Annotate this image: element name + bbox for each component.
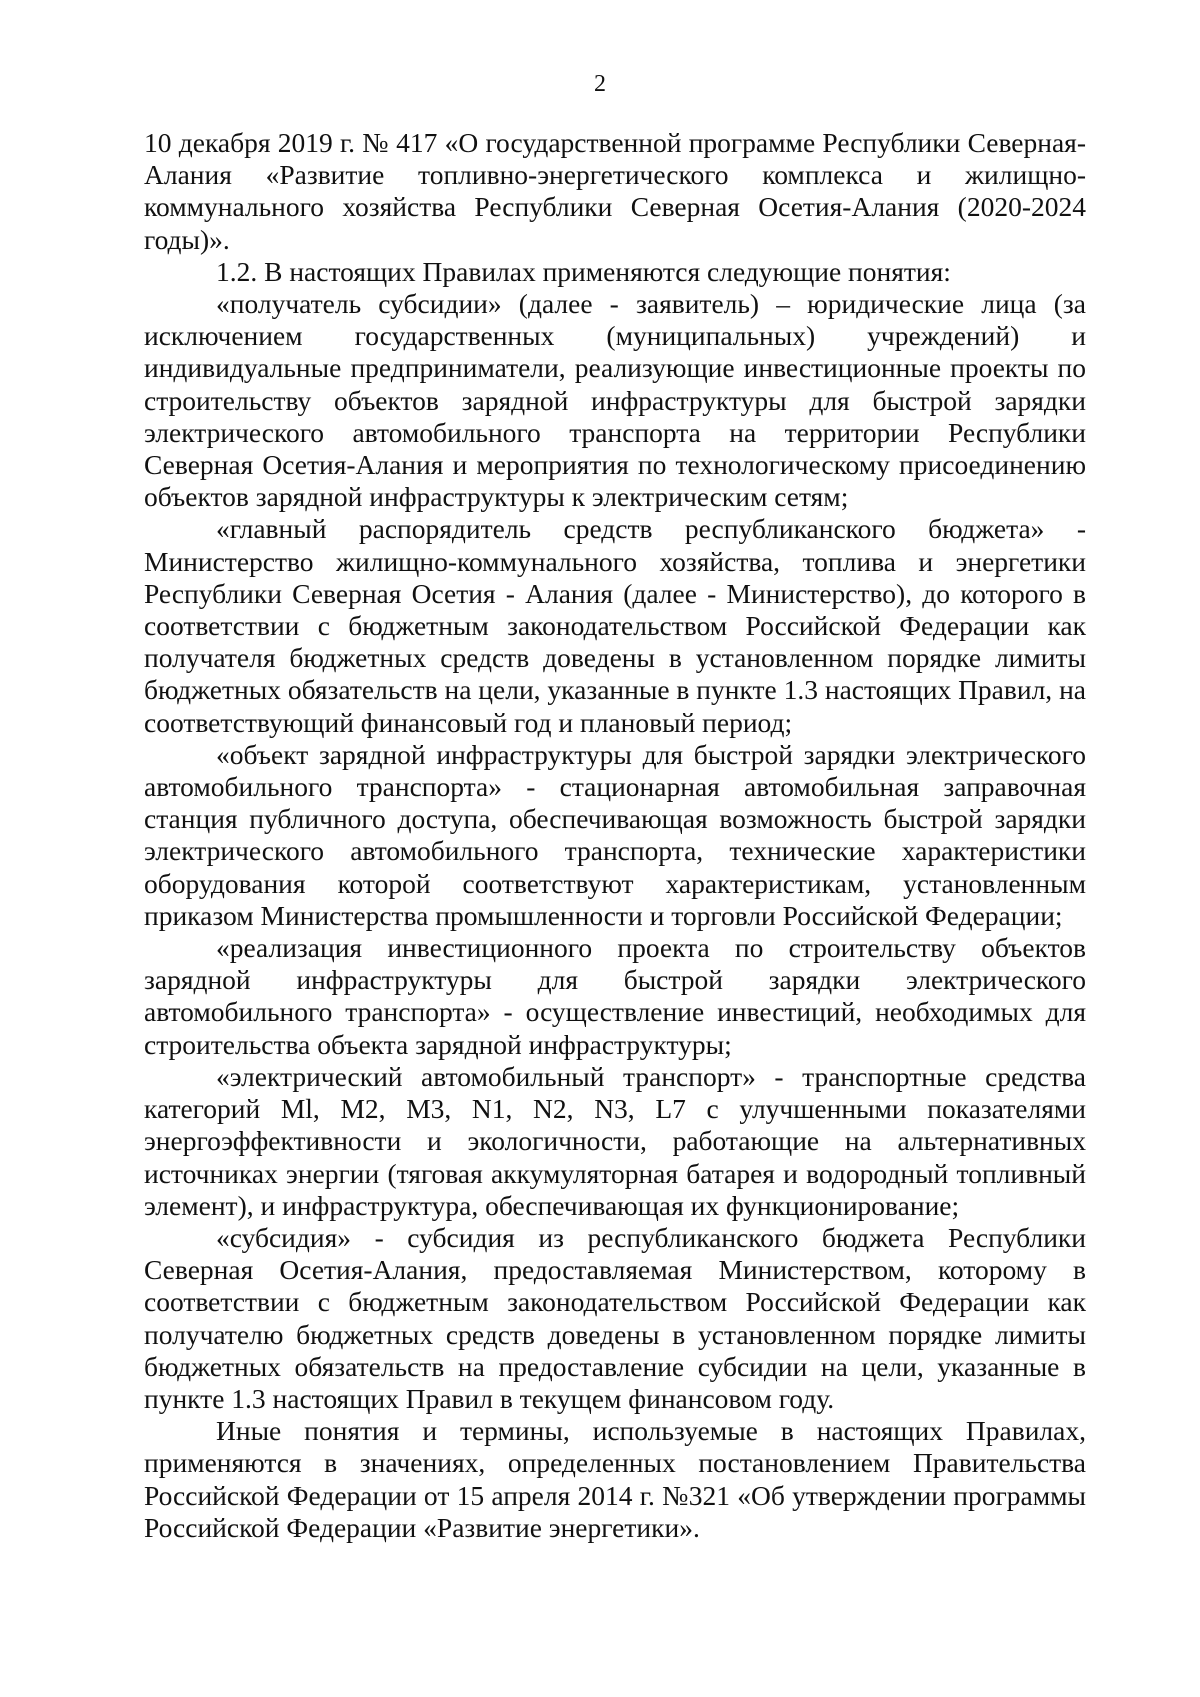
- paragraph-definition-budget-manager: «главный распорядитель средств республиканского бюджета» - Министерство жилищно-коммунального хозяйства, топлива и энергетики Республики Северная Осетия - Алания (далее - Министерство), до которого в соответствии с бюджетным законодательством Российской Федерации как получателя бюджетных средств доведены в установленном порядке лимиты бюджетных обязательств на цели, указанные в пункте 1.3 настоящих Правил, на соответствующий финансовый год и плановый период;: [144, 513, 1086, 738]
- paragraph-definition-subsidy: «субсидия» - субсидия из республиканского бюджета Республики Северная Осетия-Алания, предоставляемая Министерством, которому в соответствии с бюджетным законодательством Российской Федерации как получателю бюджетных средств доведены в установленном порядке лимиты бюджетных обязательств на предоставление субсидии на цели, указанные в пункте 1.3 настоящих Правил в текущем финансовом году.: [144, 1221, 1086, 1414]
- paragraph-section-1-2: 1.2. В настоящих Правилах применяются следующие понятия:: [216, 255, 951, 287]
- paragraph-other-terms: Иные понятия и термины, используемые в настоящих Правилах, применяются в значениях, определенных постановлением Правительства Российской Федерации от 15 апреля 2014 г. №321 «Об утверждении программы Российской Федерации «Развитие энергетики».: [144, 1415, 1086, 1543]
- paragraph-continuation: 10 декабря 2019 г. № 417 «О государственной программе Республики Северная-Алания «Развитие топливно-энергетического комплекса и жилищно-коммунального хозяйства Республики Северная Осетия-Алания (2020-2024 годы)».: [144, 127, 1086, 255]
- paragraph-definition-recipient: «получатель субсидии» (далее - заявитель) – юридические лица (за исключением государственных (муниципальных) учреждений) и индивидуальные предприниматели, реализующие инвестиционные проекты по строительству объектов зарядной инфраструктуры для быстрой зарядки электрического автомобильного транспорта на территории Республики Северная Осетия-Алания и мероприятия по технологическому присоединению объектов зарядной инфраструктуры к электрическим сетям;: [144, 288, 1086, 513]
- paragraph-definition-charging-object: «объект зарядной инфраструктуры для быстрой зарядки электрического автомобильного транспорта» - стационарная автомобильная заправочная станция публичного доступа, обеспечивающая возможность быстрой зарядки электрического автомобильного транспорта, технические характеристики оборудования которой соответствуют характеристикам, установленным приказом Министерства промышленности и торговли Российской Федерации;: [144, 738, 1086, 931]
- paragraph-definition-project-implementation: «реализация инвестиционного проекта по строительству объектов зарядной инфраструктуры для быстрой зарядки электрического автомобильного транспорта» - осуществление инвестиций, необходимых для строительства объекта зарядной инфраструктуры;: [144, 932, 1086, 1060]
- page-number: 2: [594, 71, 606, 97]
- paragraph-definition-electric-transport: «электрический автомобильный транспорт» - транспортные средства категорий Ml, M2, M3, N1, N2, N3, L7 с улучшенными показателями энергоэффективности и экологичности, работающие на альтернативных источниках энергии (тяговая аккумуляторная батарея и водородный топливный элемент), и инфраструктура, обеспечивающая их функционирование;: [144, 1060, 1086, 1221]
- document-body: [144, 127, 1086, 1544]
